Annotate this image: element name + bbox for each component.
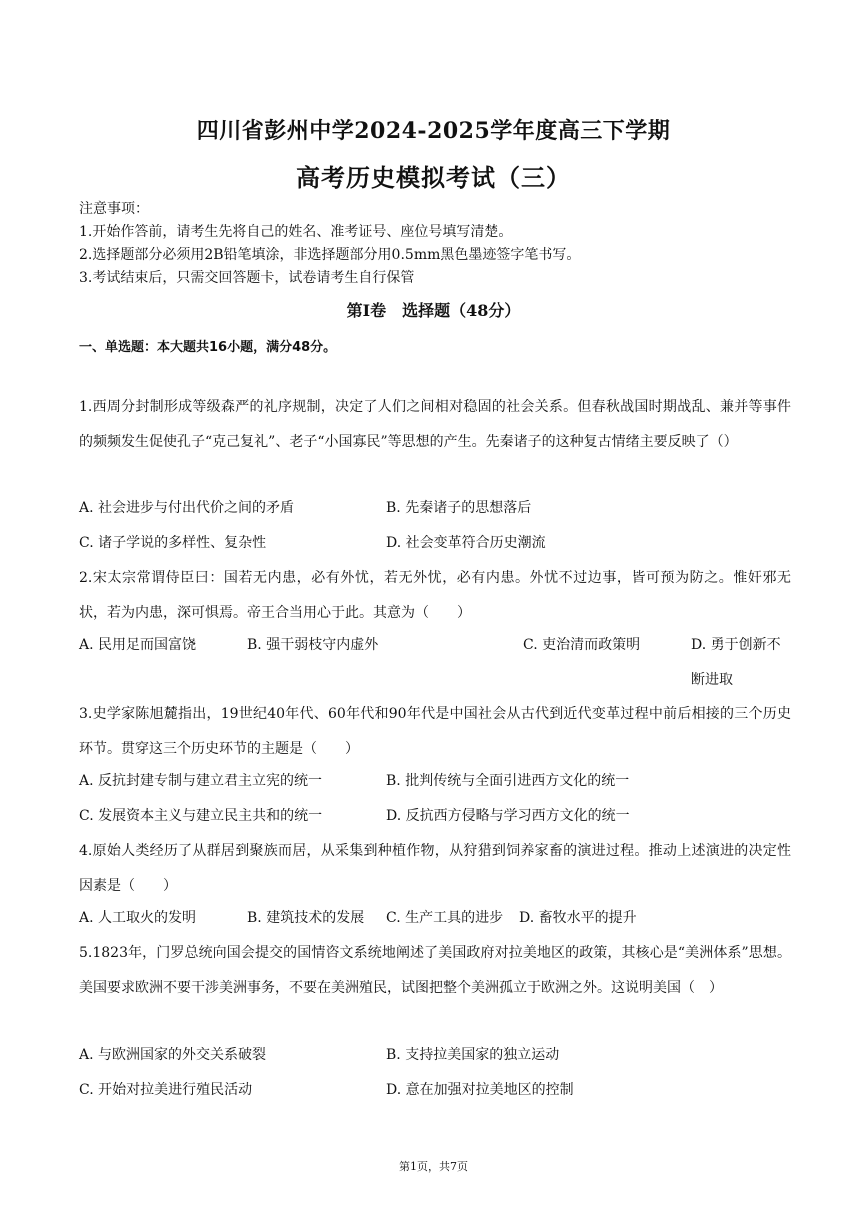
question-3-stem: 3.史学家陈旭麓指出，19世纪40年代、60年代和90年代是中国社会从古代到近代变革过程中前后相接的三个历史环节。贯穿这三个历史环节的主题是（ ） [79,706,791,757]
question-5-options [79,1038,791,1073]
option-c: C. 诸子学说的多样性、复杂性 [79,535,267,551]
question-3-options [79,799,791,834]
question-5-options [79,1073,791,1108]
option-d: D. 社会变革符合历史潮流 [386,535,546,551]
section-title: 第Ⅰ卷 选择题（48分） [346,301,521,320]
question-1-options [79,491,791,526]
notes-heading: 注意事项： [79,201,149,217]
option-d: D. 意在加强对拉美地区的控制 [386,1082,574,1098]
question-1-options [79,526,791,561]
notes-item: 2.选择题部分必须用2B铅笔填涂，非选择题部分用0.5mm黑色墨迹签字笔书写。 [79,247,581,263]
option-a: A. 民用足而国富饶 [79,637,197,653]
option-c: C. 开始对拉美进行殖民活动 [79,1082,253,1098]
question-2-options [79,628,791,688]
option-d: D. 反抗西方侵略与学习西方文化的统一 [386,808,630,824]
question-3-options [79,764,791,799]
question-1-stem: 1.西周分封制形成等级森严的礼序规制，决定了人们之间相对稳固的社会关系。但春秋战国时期战乱、兼并等事件的频频发生促使孔子“克己复礼”、老子“小国寡民”等思想的产生。先秦诸子的这种复古情绪主要反映了（） [79,399,791,450]
exam-title: 四川省彭州中学2024-2025学年度高三下学期 [196,118,671,144]
option-d: D. 勇于创新不断进取 [691,637,781,688]
option-c: C. 生产工具的进步 [386,910,504,926]
option-c: C. 吏治清而政策明 [523,637,641,653]
notes-block [79,198,839,290]
question-4-stem: 4.原始人类经历了从群居到聚族而居，从采集到种植作物，从狩猎到饲养家畜的演进过程。推动上述演进的决定性因素是（ ） [79,843,791,894]
option-b: B. 先秦诸子的思想落后 [386,500,532,516]
question-2-stem: 2.宋太宗常谓侍臣曰：国若无内患，必有外忧，若无外忧，必有内患。外忧不过边事，皆可预为防之。惟奸邪无状，若为内患，深可惧焉。帝王合当用心于此。其意为（ ） [79,570,791,621]
option-a: A. 与欧洲国家的外交关系破裂 [79,1047,267,1063]
question-5-stem: 5.1823年，门罗总统向国会提交的国情咨文系统地阐述了美国政府对拉美地区的政策，其核心是“美洲体系”思想。美国要求欧洲不要干涉美洲事务，不要在美洲殖民，试图把整个美洲孤立于欧洲之外。这说明美国（ ） [79,945,791,996]
option-b: B. 强干弱枝守内虚外 [247,637,379,653]
option-d: D. 畜牧水平的提升 [519,910,637,926]
option-a: A. 反抗封建专制与建立君主立宪的统一 [79,773,323,789]
option-a: A. 社会进步与付出代价之间的矛盾 [79,500,295,516]
option-c: C. 发展资本主义与建立民主共和的统一 [79,808,323,824]
notes-item: 3.考试结束后，只需交回答题卡，试卷请考生自行保管 [79,270,415,286]
option-a: A. 人工取火的发明 [79,910,197,926]
question-4-options [79,901,791,936]
notes-item: 1.开始作答前，请考生先将自己的姓名、准考证号、座位号填写清楚。 [79,224,513,240]
section-subtitle: 一、单选题：本大题共16小题，满分48分。 [79,340,337,355]
exam-subtitle: 高考历史模拟考试（三） [296,163,571,192]
page-footer: 第1页，共7页 [399,1160,468,1173]
option-b: B. 批判传统与全面引进西方文化的统一 [386,773,630,789]
option-b: B. 建筑技术的发展 [247,910,365,926]
option-b: B. 支持拉美国家的独立运动 [386,1047,560,1063]
